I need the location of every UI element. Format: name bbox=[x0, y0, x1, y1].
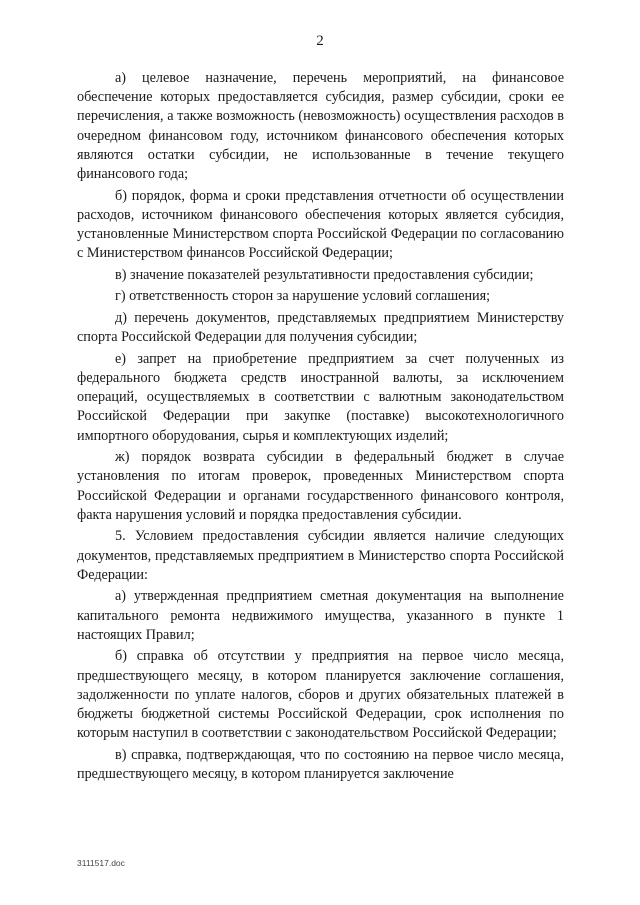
paragraph-4g-responsibility: г) ответственность сторон за нарушение условий соглашения; bbox=[115, 288, 491, 305]
paragraph-4v-indicators: в) значение показателей результативности предоставления субсидии; bbox=[115, 266, 534, 283]
paragraph-5v-certificate: в) справка, подтверждающая, что по состоянию на первое число месяца, предшествующего месяцу, в котором планируется заключение bbox=[77, 746, 564, 783]
paragraph-4d-documents: д) перечень документов, представляемых предприятием Министерству спорта Российской Федерации для получения субсидии; bbox=[77, 310, 564, 346]
page-number: 2 bbox=[316, 33, 324, 49]
document-file-code: 3111517.doc bbox=[77, 858, 125, 868]
document-body bbox=[77, 69, 564, 787]
paragraph-5-conditions: 5. Условием предоставления субсидии является наличие следующих документов, представляемых предприятием в Министерство спорта Российской Федерации: bbox=[77, 528, 564, 583]
paragraph-4e-currency-ban: е) запрет на приобретение предприятием за счет полученных из федерального бюджета средств иностранной валюты, за исключением операций, осуществляемых в соответствии с валютным законодательством Российской Федерации при закупке (поставке) высокотехнологичного импортного оборудования, сырья и комплектующих изделий; bbox=[77, 350, 564, 444]
paragraph-5a-estimate: а) утвержденная предприятием сметная документация на выполнение капитального ремонта недвижимого имущества, указанного в пункте 1 настоящих Правил; bbox=[77, 588, 564, 643]
paragraph-4a-purpose: а) целевое назначение, перечень мероприятий, на финансовое обеспечение которых предоставляется субсидия, размер субсидии, сроки ее перечисления, а также возможность (невозможность) осуществления расходов в очередном финансовом году, источником финансового обеспечения которых являются остатки субсидии, не использованные в течение текущего финансового года; bbox=[77, 70, 564, 183]
paragraph-4zh-refund: ж) порядок возврата субсидии в федеральный бюджет в случае установления по итогам проверок, проведенных Министерством спорта Российской Федерации и органами государственного финансового контроля, факта нарушения условий и порядка предоставления субсидии. bbox=[77, 449, 564, 523]
paragraph-4b-reporting: б) порядок, форма и сроки представления отчетности об осуществлении расходов, источником финансового обеспечения которых является субсидия, установленные Министерством спорта Российской Федерации по согласованию с Министерством финансов Российской Федерации; bbox=[77, 187, 564, 262]
paragraph-5b-tax-certificate: б) справка об отсутствии у предприятия на первое число месяца, предшествующего месяцу, в котором планируется заключение соглашения, задолженности по уплате налогов, сборов и других обязательных платежей в бюджеты бюджетной системы Российской Федерации, срок исполнения по которым наступил в соответствии с законодательством Российской Федерации; bbox=[77, 648, 564, 742]
